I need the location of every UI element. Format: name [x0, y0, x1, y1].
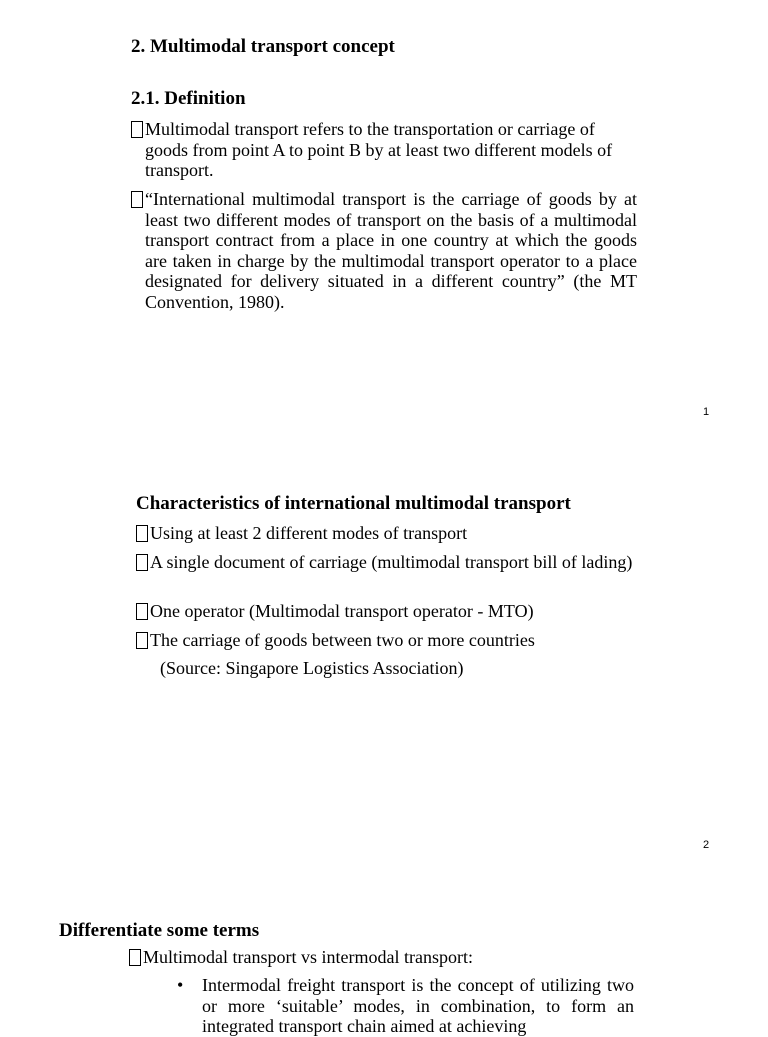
- section-title: Characteristics of international multimodal transport: [136, 493, 571, 514]
- bullet-text: One operator (Multimodal transport operator - MTO): [150, 601, 534, 621]
- list-item: [145, 119, 627, 181]
- bullet-text: “International multimodal transport is the carriage of goods by at least two different modes of transport on the basis of a multimodal transport contract from a place in one country at which the goods are taken in charge by the multimodal transport operator to a place designated for delivery situated in a different country” (the MT Convention, 1980).: [145, 189, 637, 312]
- checkbox-bullet-icon: [136, 554, 148, 571]
- page-number: 2: [703, 839, 710, 851]
- bullet-text: Multimodal transport refers to the transportation or carriage of goods from point A to point B by at least two different models of transport.: [145, 119, 613, 180]
- subsection-title: 2.1. Definition: [131, 88, 246, 109]
- bullet-text: The carriage of goods between two or more countries: [150, 630, 535, 650]
- checkbox-bullet-icon: [136, 603, 148, 620]
- list-item: [145, 189, 637, 312]
- checkbox-bullet-icon: [129, 949, 141, 966]
- checkbox-bullet-icon: [131, 121, 143, 138]
- list-item: [150, 630, 642, 651]
- list-item: [150, 523, 642, 544]
- section-title: Differentiate some terms: [59, 920, 260, 941]
- list-item: [143, 947, 635, 968]
- source-note: (Source: Singapore Logistics Association): [160, 658, 464, 678]
- page-number: 1: [703, 406, 710, 418]
- bullet-text: Using at least 2 different modes of transport: [150, 523, 468, 543]
- checkbox-bullet-icon: [131, 191, 143, 208]
- bullet-dot-icon: •: [177, 975, 184, 995]
- bullet-text: Multimodal transport vs intermodal transport:: [143, 947, 473, 967]
- list-item: [177, 975, 634, 1037]
- checkbox-bullet-icon: [136, 632, 148, 649]
- checkbox-bullet-icon: [136, 525, 148, 542]
- list-item: [150, 552, 642, 573]
- bullet-text: Intermodal freight transport is the concept of utilizing two or more ‘suitable’ modes, in combination, to form an integrated transport chain aimed at achieving: [202, 975, 634, 1036]
- list-item: [150, 601, 642, 622]
- bullet-text: A single document of carriage (multimodal transport bill of lading): [150, 552, 633, 572]
- section-title: 2. Multimodal transport concept: [131, 36, 395, 57]
